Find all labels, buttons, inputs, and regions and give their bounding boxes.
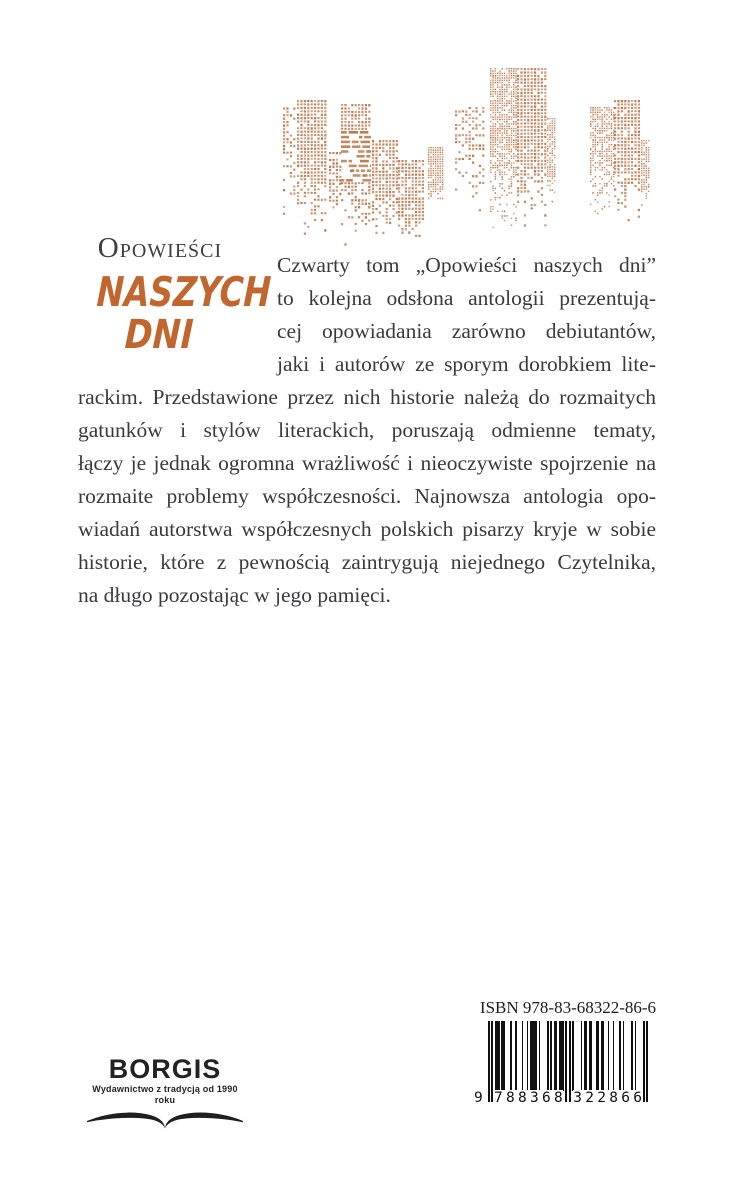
barcode-bar [613, 1021, 615, 1091]
barcode-bar [530, 1021, 537, 1091]
barcode-bar [565, 1021, 567, 1102]
publisher-name: BORGIS [108, 1054, 222, 1084]
barcode-bar [572, 1021, 574, 1091]
barcode-digit: 8 [609, 1090, 618, 1106]
barcode-digit-group [494, 1090, 563, 1106]
barcode-digit: 8 [506, 1090, 515, 1106]
barcode-digit-group [573, 1090, 642, 1106]
barcode-bar [488, 1021, 490, 1102]
blurb-line: historie, które z pewnością zaintrygują niejednego Czytelnika, [78, 550, 656, 574]
barcode-bar [559, 1021, 564, 1091]
publisher-tagline: Wydawnictwo z tradycją od 1990 roku [92, 1084, 238, 1105]
barcode-bar [510, 1021, 512, 1091]
barcode-digit: 8 [518, 1090, 527, 1106]
barcode-digit: 3 [530, 1090, 539, 1106]
barcode-digit: 6 [621, 1090, 630, 1106]
barcode-bar [631, 1021, 633, 1091]
barcode-digit: 7 [494, 1090, 503, 1106]
ean13-barcode [474, 1021, 648, 1113]
series-title: Opowieści [97, 232, 223, 264]
blurb-line: jaki i autorów ze sporym dorobkiem lite- [277, 352, 656, 376]
blurb-line: cej opowiadania zarówno debiutantów, [277, 319, 656, 343]
barcode-bar [491, 1021, 493, 1102]
blurb-line: to kolejna odsłona antologii prezentują- [277, 286, 656, 310]
blurb-line: Czwarty tom „Opowieści naszych dni” [277, 253, 656, 277]
barcode-bar [589, 1021, 592, 1091]
barcode-lead-digit: 9 [474, 1090, 483, 1106]
barcode-bar [601, 1021, 604, 1091]
barcode-bar [539, 1021, 541, 1091]
blurb-line: rozmaite problemy współczesności. Najnowsza antologia opo- [78, 484, 656, 508]
blurb-text [78, 249, 656, 612]
blurb-line: na długo pozostając w jego pamięci. [78, 583, 391, 607]
barcode-bar [495, 1021, 500, 1091]
barcode-digit: 3 [573, 1090, 582, 1106]
barcode-digit: 2 [597, 1090, 606, 1106]
isbn-label: ISBN 978-83-68322-86-6 [479, 998, 657, 1017]
barcode-bar [522, 1021, 524, 1091]
city-skyline-art [0, 0, 732, 262]
barcode-bar [608, 1021, 610, 1091]
barcode-bar [501, 1021, 504, 1091]
barcode-bar [554, 1021, 557, 1091]
blurb-line: gatunków i stylów literackich, poruszają odmienne tematy, [78, 418, 656, 442]
blurb-line: łączy je jednak ogromna wrażliwość i nieoczywiste spojrzenie na [78, 451, 656, 475]
barcode-digit: 2 [585, 1090, 594, 1106]
barcode-digit: 6 [542, 1090, 551, 1106]
barcode-bar [635, 1021, 637, 1091]
barcode-bar [596, 1021, 599, 1091]
barcode-bar [643, 1021, 645, 1102]
title-line-naszych: NASZYCH [95, 268, 273, 316]
open-book-swoosh-icon [86, 1108, 244, 1132]
barcode-bar [581, 1021, 583, 1091]
title-line-dni: DNI [123, 312, 195, 359]
barcode-bar [527, 1021, 529, 1091]
barcode-bar [550, 1021, 552, 1091]
barcode-bar [569, 1021, 571, 1102]
barcode-digit: 6 [633, 1090, 642, 1106]
barcode-bar [584, 1021, 587, 1091]
barcode-bar [646, 1021, 648, 1102]
barcode-bar [547, 1021, 549, 1091]
barcode-bar [619, 1021, 621, 1091]
blurb-line: wiadań autorstwa współczesnych polskich pisarzy kryje w sobie [78, 517, 656, 541]
barcode-bar [623, 1021, 625, 1091]
publisher-logo [86, 1055, 244, 1132]
barcode-bar [515, 1021, 517, 1091]
blurb-line: rackim. Przedstawione przez nich historie należą do rozmaitych [78, 385, 656, 409]
barcode-digit: 8 [554, 1090, 563, 1106]
